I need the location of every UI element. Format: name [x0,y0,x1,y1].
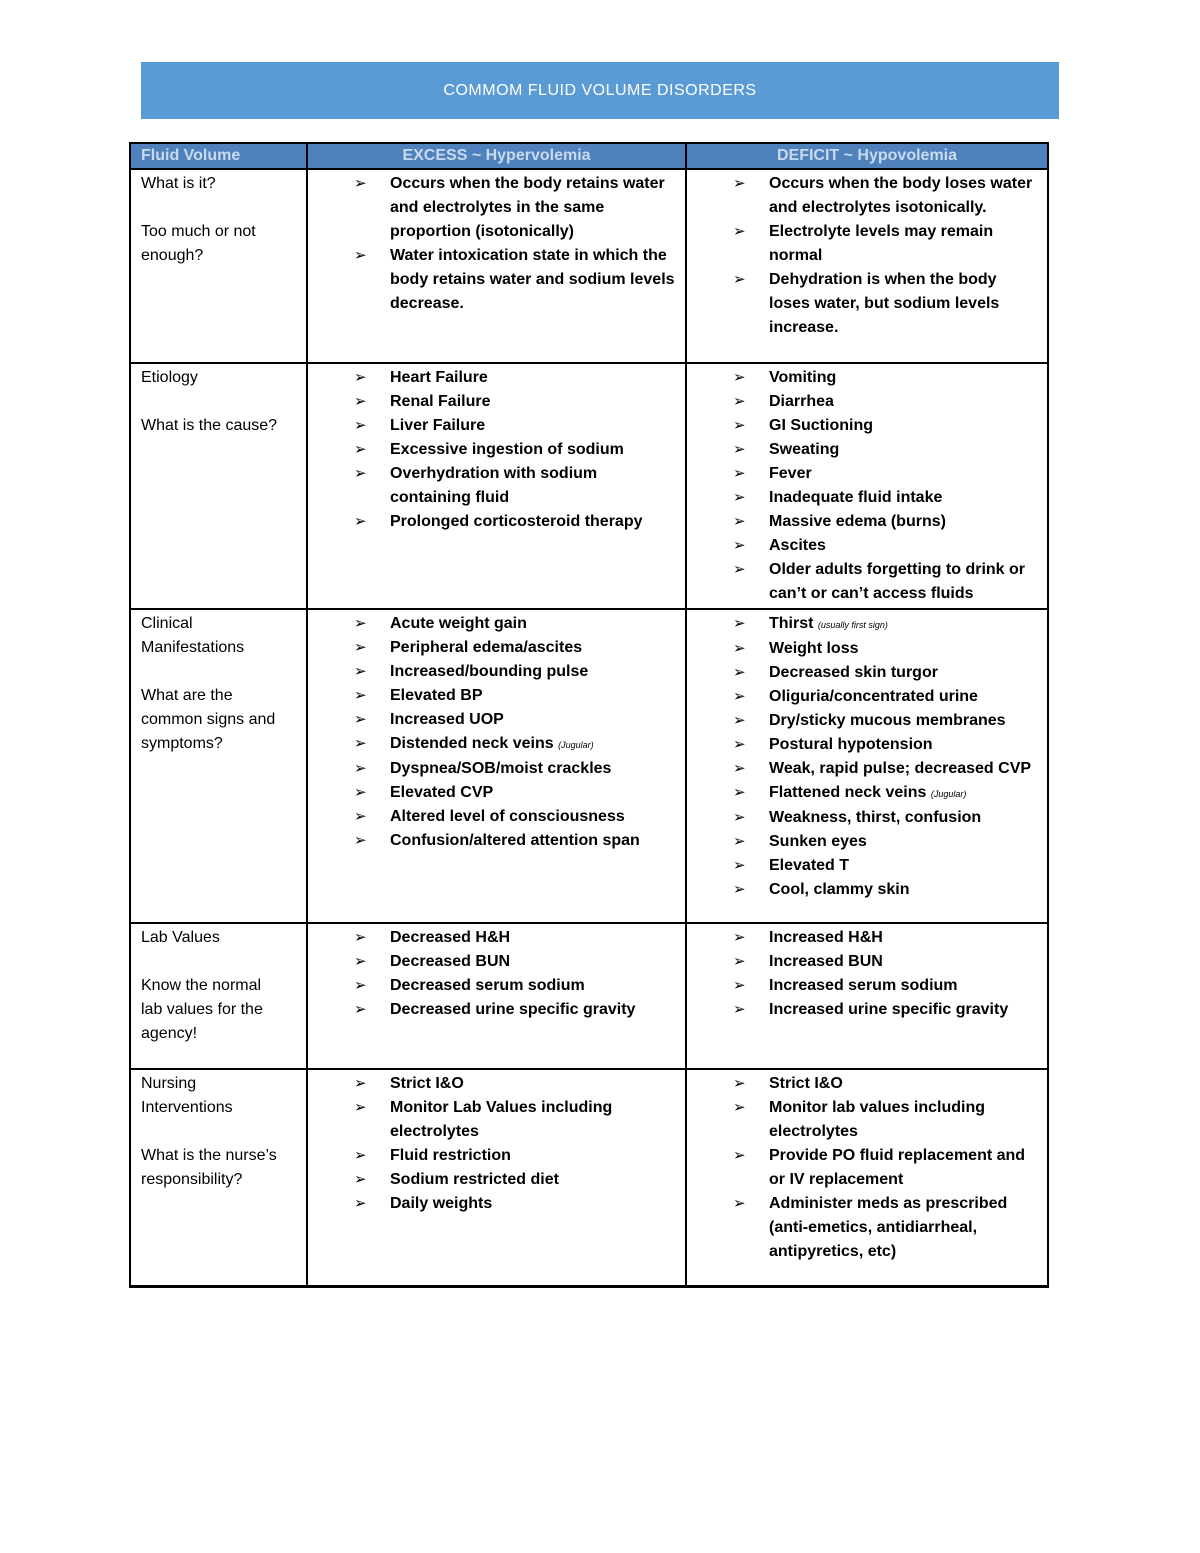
list-item-text: Dry/sticky mucous membranes [769,712,1006,729]
list-item [318,708,677,732]
list-item-text: Acute weight gain [390,615,527,632]
arrow-bullet-icon: ➢ [733,688,746,705]
arrow-bullet-icon: ➢ [354,760,367,777]
table-row-lab-values [130,923,1048,1069]
row-label-line: symptoms? [141,735,223,752]
list-item-text: Occurs when the body retains water and electrolytes in the same proportion (isotonically) [390,175,665,240]
list-item-text: Elevated T [769,857,850,874]
arrow-bullet-icon: ➢ [733,1075,746,1092]
deficit-list [697,1072,1039,1264]
arrow-bullet-icon: ➢ [733,809,746,826]
arrow-bullet-icon: ➢ [354,441,367,458]
list-item-text: Massive edema (burns) [769,513,946,530]
list-item-text: Water intoxication state in which the body retains water and sodium levels decrease. [390,247,675,312]
document-title: COMMOM FLUID VOLUME DISORDERS [443,81,757,99]
list-item [697,558,1039,606]
arrow-bullet-icon: ➢ [354,465,367,482]
arrow-bullet-icon: ➢ [354,832,367,849]
list-item-text: Monitor Lab Values including electrolytes [390,1099,613,1140]
arrow-bullet-icon: ➢ [354,1001,367,1018]
list-item [318,926,677,950]
list-item [318,1168,677,1192]
arrow-bullet-icon: ➢ [733,1001,746,1018]
list-item-text: Occurs when the body loses water and electrolytes isotonically. [769,175,1033,216]
arrow-bullet-icon: ➢ [354,929,367,946]
list-item-text: Older adults forgetting to drink or can’t or can’t access fluids [769,561,1025,602]
list-item [318,732,677,757]
list-item-text: Electrolyte levels may remain normal [769,223,994,264]
list-item [697,612,1039,637]
arrow-bullet-icon: ➢ [354,1171,367,1188]
list-item-text: Fluid restriction [390,1147,511,1164]
arrow-bullet-icon: ➢ [733,393,746,410]
list-item [318,612,677,636]
list-item-text: Elevated BP [390,687,483,704]
arrow-bullet-icon: ➢ [354,175,367,192]
arrow-bullet-icon: ➢ [733,881,746,898]
row-label-line [141,390,298,414]
list-item [697,998,1039,1022]
document-title-banner [141,62,1059,119]
deficit-cell [686,169,1048,363]
list-item-text: Decreased serum sodium [390,977,585,994]
list-item [697,220,1039,268]
deficit-cell [686,923,1048,1069]
arrow-bullet-icon: ➢ [733,833,746,850]
row-label-cell [130,1069,307,1287]
list-item-text: Altered level of consciousness [390,808,625,825]
list-item-text: Provide PO fluid replacement and or IV replacement [769,1147,1026,1188]
arrow-bullet-icon: ➢ [733,977,746,994]
list-item-text: Ascites [769,537,826,554]
list-item-text: Dyspnea/SOB/moist crackles [390,760,612,777]
arrow-bullet-icon: ➢ [733,1195,746,1212]
list-item [318,244,677,316]
list-item [318,829,677,853]
list-item [697,878,1039,902]
list-item [697,1072,1039,1096]
fluid-volume-table [129,142,1049,1288]
list-item [697,806,1039,830]
list-item [318,438,677,462]
arrow-bullet-icon: ➢ [354,663,367,680]
excess-list [318,366,677,534]
list-item [697,685,1039,709]
row-label-line: Etiology [141,369,198,386]
list-item-text: Strict I&O [769,1075,843,1092]
header-deficit: DEFICIT ~ Hypovolemia [686,143,1048,169]
row-label-line: What is the cause? [141,417,278,434]
arrow-bullet-icon: ➢ [354,247,367,264]
excess-cell [307,923,686,1069]
list-item-text: Decreased urine specific gravity [390,1001,636,1018]
deficit-cell [686,1069,1048,1287]
arrow-bullet-icon: ➢ [354,1075,367,1092]
list-item [697,414,1039,438]
list-item-text: Sodium restricted diet [390,1171,559,1188]
list-item-text: Diarrhea [769,393,834,410]
arrow-bullet-icon: ➢ [733,561,746,578]
table-row-clinical-manifestations [130,609,1048,923]
list-item-text: Prolonged corticosteroid therapy [390,513,643,530]
arrow-bullet-icon: ➢ [354,711,367,728]
list-item-text: Postural hypotension [769,736,933,753]
arrow-bullet-icon: ➢ [733,417,746,434]
arrow-bullet-icon: ➢ [354,977,367,994]
list-item-text: Increased serum sodium [769,977,958,994]
arrow-bullet-icon: ➢ [354,784,367,801]
list-item [318,390,677,414]
arrow-bullet-icon: ➢ [733,175,746,192]
list-item-note: (Jugular) [558,740,594,750]
list-item-text: Cool, clammy skin [769,881,910,898]
arrow-bullet-icon: ➢ [733,615,746,632]
list-item [697,974,1039,998]
list-item [318,998,677,1022]
excess-list [318,612,677,853]
list-item [318,974,677,998]
row-label-line [141,660,298,684]
list-item [697,830,1039,854]
arrow-bullet-icon: ➢ [733,640,746,657]
list-item-text: Confusion/altered attention span [390,832,640,849]
list-item-text: Strict I&O [390,1075,464,1092]
list-item [318,757,677,781]
list-item-text: Weight loss [769,640,859,657]
list-item-text: Monitor lab values including electrolytes [769,1099,986,1140]
list-item [697,709,1039,733]
list-item-text: Vomiting [769,369,837,386]
list-item-text: Liver Failure [390,417,486,434]
row-label-line [141,196,298,220]
list-item [697,1144,1039,1192]
list-item [318,414,677,438]
list-item [318,950,677,974]
list-item-text: Decreased BUN [390,953,511,970]
list-item-text: Peripheral edema/ascites [390,639,583,656]
excess-cell [307,1069,686,1287]
list-item [318,805,677,829]
arrow-bullet-icon: ➢ [354,735,367,752]
list-item [697,781,1039,806]
excess-list [318,1072,677,1216]
list-item-text: Elevated CVP [390,784,494,801]
arrow-bullet-icon: ➢ [733,513,746,530]
arrow-bullet-icon: ➢ [733,712,746,729]
list-item [318,1192,677,1216]
row-label-line: Know the normal [141,977,262,994]
arrow-bullet-icon: ➢ [733,760,746,777]
list-item-text: Excessive ingestion of sodium [390,441,624,458]
deficit-cell [686,363,1048,609]
list-item [318,1144,677,1168]
list-item-text: Fever [769,465,812,482]
arrow-bullet-icon: ➢ [733,1099,746,1116]
arrow-bullet-icon: ➢ [354,1195,367,1212]
list-item [697,268,1039,340]
list-item-text: Dehydration is when the body loses water, but sodium levels increase. [769,271,1000,336]
list-item [697,486,1039,510]
deficit-list [697,612,1039,902]
list-item-text: GI Suctioning [769,417,873,434]
row-label-line: Lab Values [141,929,220,946]
list-item-text: Sweating [769,441,840,458]
arrow-bullet-icon: ➢ [733,784,746,801]
excess-cell [307,169,686,363]
list-item-text: Inadequate fluid intake [769,489,943,506]
row-label-line: responsibility? [141,1171,243,1188]
arrow-bullet-icon: ➢ [733,223,746,240]
arrow-bullet-icon: ➢ [354,639,367,656]
list-item [318,781,677,805]
arrow-bullet-icon: ➢ [733,489,746,506]
list-item-text: Oliguria/concentrated urine [769,688,978,705]
list-item [318,510,677,534]
row-label-line: Too much or not [141,223,256,240]
list-item-text: Weak, rapid pulse; decreased CVP [769,760,1032,777]
table-row-etiology [130,363,1048,609]
row-label-line: agency! [141,1025,198,1042]
arrow-bullet-icon: ➢ [354,615,367,632]
row-label-line: Nursing [141,1075,197,1092]
row-label-line: lab values for the [141,1001,263,1018]
arrow-bullet-icon: ➢ [354,369,367,386]
arrow-bullet-icon: ➢ [354,808,367,825]
row-label-line: enough? [141,247,204,264]
list-item-text: Weakness, thirst, confusion [769,809,982,826]
list-item [697,462,1039,486]
deficit-list [697,366,1039,606]
list-item [697,661,1039,685]
header-excess: EXCESS ~ Hypervolemia [307,143,686,169]
arrow-bullet-icon: ➢ [733,857,746,874]
list-item-text: Decreased skin turgor [769,664,938,681]
list-item [697,926,1039,950]
deficit-cell [686,609,1048,923]
list-item [318,172,677,244]
list-item-text: Increased urine specific gravity [769,1001,1009,1018]
list-item-text: Daily weights [390,1195,493,1212]
list-item-note: (usually first sign) [817,620,888,630]
list-item [318,636,677,660]
list-item-note: (Jugular) [930,789,967,799]
row-label-cell [130,169,307,363]
list-item [697,366,1039,390]
row-label-line: What is it? [141,175,216,192]
list-item [697,733,1039,757]
list-item-text: Renal Failure [390,393,491,410]
list-item [318,366,677,390]
table-header-row [130,143,1048,169]
header-fluid-volume: Fluid Volume [130,143,307,169]
arrow-bullet-icon: ➢ [733,929,746,946]
list-item [697,757,1039,781]
list-item [697,637,1039,661]
excess-list [318,172,677,316]
arrow-bullet-icon: ➢ [733,369,746,386]
list-item [697,534,1039,558]
list-item [697,950,1039,974]
arrow-bullet-icon: ➢ [354,953,367,970]
row-label-line: Manifestations [141,639,245,656]
row-label-cell [130,609,307,923]
list-item-text: Increased BUN [769,953,883,970]
row-label-line [141,950,298,974]
list-item-text: Heart Failure [390,369,488,386]
arrow-bullet-icon: ➢ [733,664,746,681]
arrow-bullet-icon: ➢ [733,1147,746,1164]
list-item-text: Decreased H&H [390,929,511,946]
row-label-cell [130,923,307,1069]
row-label-line: What is the nurse’s [141,1147,277,1164]
list-item [318,462,677,510]
arrow-bullet-icon: ➢ [354,417,367,434]
list-item [318,1096,677,1144]
excess-cell [307,363,686,609]
list-item-text: Flattened neck veins [769,784,927,801]
row-label-line [141,1120,298,1144]
table-row-nursing-interventions [130,1069,1048,1287]
list-item [697,172,1039,220]
list-item [697,1192,1039,1264]
list-item [318,660,677,684]
row-label-cell [130,363,307,609]
row-label-line: Interventions [141,1099,233,1116]
arrow-bullet-icon: ➢ [354,513,367,530]
list-item [697,438,1039,462]
arrow-bullet-icon: ➢ [354,1147,367,1164]
list-item [697,510,1039,534]
list-item [318,684,677,708]
arrow-bullet-icon: ➢ [733,441,746,458]
arrow-bullet-icon: ➢ [733,953,746,970]
list-item-text: Increased UOP [390,711,504,728]
list-item [318,1072,677,1096]
list-item-text: Overhydration with sodium containing fluid [390,465,598,506]
table-row-what-is-it [130,169,1048,363]
list-item-text: Sunken eyes [769,833,867,850]
arrow-bullet-icon: ➢ [733,736,746,753]
deficit-list [697,172,1039,340]
row-label-line: Clinical [141,615,193,632]
excess-list [318,926,677,1022]
list-item-text: Increased/bounding pulse [390,663,589,680]
list-item-text: Distended neck veins [390,735,554,752]
deficit-list [697,926,1039,1022]
arrow-bullet-icon: ➢ [354,1099,367,1116]
list-item-text: Increased H&H [769,929,883,946]
row-label-line: common signs and [141,711,276,728]
arrow-bullet-icon: ➢ [354,687,367,704]
arrow-bullet-icon: ➢ [733,465,746,482]
list-item [697,854,1039,878]
arrow-bullet-icon: ➢ [733,537,746,554]
list-item [697,390,1039,414]
row-label-line: What are the [141,687,233,704]
list-item [697,1096,1039,1144]
arrow-bullet-icon: ➢ [354,393,367,410]
excess-cell [307,609,686,923]
list-item-text: Administer meds as prescribed (anti-emetics, antidiarrheal, antipyretics, etc) [769,1195,1008,1260]
list-item-text: Thirst [769,615,814,632]
arrow-bullet-icon: ➢ [733,271,746,288]
